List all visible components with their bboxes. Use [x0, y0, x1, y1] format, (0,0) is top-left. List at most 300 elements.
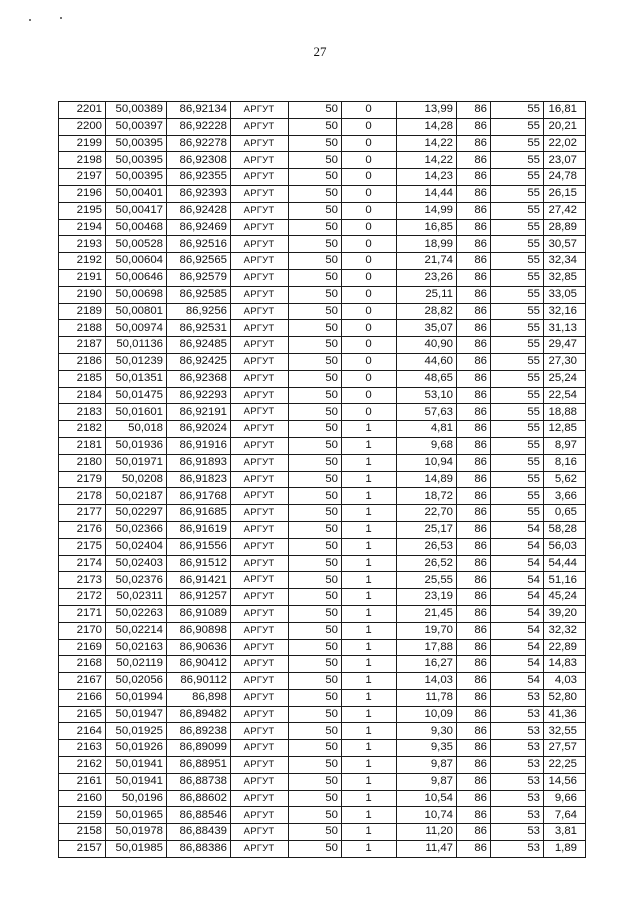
- table-row: [59, 824, 586, 841]
- table-row: [59, 253, 586, 270]
- flag-cell: 1: [342, 605, 397, 622]
- source-cell: АРГУТ: [231, 286, 289, 303]
- lon-minutes-cell: 53: [491, 689, 544, 706]
- point-id-cell: 2186: [59, 353, 106, 370]
- latitude-cell: 50,00974: [106, 320, 167, 337]
- table-row: [59, 555, 586, 572]
- source-cell: АРГУТ: [231, 454, 289, 471]
- source-cell: АРГУТ: [231, 572, 289, 589]
- flag-cell: 1: [342, 521, 397, 538]
- lon-minutes-cell: 53: [491, 824, 544, 841]
- latitude-cell: 50,02404: [106, 538, 167, 555]
- point-id-cell: 2170: [59, 622, 106, 639]
- source-cell: АРГУТ: [231, 337, 289, 354]
- point-id-cell: 2174: [59, 555, 106, 572]
- lon-seconds-cell: 30,57: [544, 236, 586, 253]
- lon-minutes-cell: 54: [491, 673, 544, 690]
- value-cell: 50: [289, 454, 342, 471]
- longitude-cell: 86,90112: [167, 673, 231, 690]
- scan-speck: [29, 19, 31, 21]
- longitude-cell: 86,91916: [167, 437, 231, 454]
- value-cell: 50: [289, 841, 342, 858]
- table-row: [59, 169, 586, 186]
- point-id-cell: 2177: [59, 505, 106, 522]
- lon-degrees-cell: 86: [457, 202, 491, 219]
- table-row: [59, 841, 586, 858]
- lon-degrees-cell: 86: [457, 706, 491, 723]
- table-row: [59, 152, 586, 169]
- longitude-cell: 86,91823: [167, 471, 231, 488]
- table-row: [59, 219, 586, 236]
- point-id-cell: 2172: [59, 589, 106, 606]
- source-cell: АРГУТ: [231, 505, 289, 522]
- lon-seconds-cell: 27,42: [544, 202, 586, 219]
- lon-minutes-cell: 53: [491, 841, 544, 858]
- value-cell: 50: [289, 471, 342, 488]
- source-cell: АРГУТ: [231, 353, 289, 370]
- longitude-cell: 86,91512: [167, 555, 231, 572]
- table-row: [59, 185, 586, 202]
- longitude-cell: 86,92024: [167, 421, 231, 438]
- value-cell: 50: [289, 286, 342, 303]
- longitude-cell: 86,92579: [167, 269, 231, 286]
- lat-seconds-cell: 9,68: [397, 437, 457, 454]
- source-cell: АРГУТ: [231, 689, 289, 706]
- lat-seconds-cell: 9,30: [397, 723, 457, 740]
- lon-seconds-cell: 12,85: [544, 421, 586, 438]
- lon-degrees-cell: 86: [457, 169, 491, 186]
- lat-seconds-cell: 25,55: [397, 572, 457, 589]
- latitude-cell: 50,01239: [106, 353, 167, 370]
- value-cell: 50: [289, 790, 342, 807]
- longitude-cell: 86,92228: [167, 118, 231, 135]
- point-id-cell: 2157: [59, 841, 106, 858]
- lat-seconds-cell: 25,11: [397, 286, 457, 303]
- lon-degrees-cell: 86: [457, 488, 491, 505]
- table-row: [59, 488, 586, 505]
- table-row: [59, 605, 586, 622]
- lon-minutes-cell: 55: [491, 152, 544, 169]
- flag-cell: 0: [342, 269, 397, 286]
- lon-seconds-cell: 52,80: [544, 689, 586, 706]
- value-cell: 50: [289, 118, 342, 135]
- point-id-cell: 2166: [59, 689, 106, 706]
- value-cell: 50: [289, 740, 342, 757]
- lon-seconds-cell: 22,54: [544, 387, 586, 404]
- latitude-cell: 50,01136: [106, 337, 167, 354]
- lon-minutes-cell: 54: [491, 572, 544, 589]
- table-row: [59, 320, 586, 337]
- lat-seconds-cell: 11,47: [397, 841, 457, 858]
- table-row: [59, 689, 586, 706]
- source-cell: АРГУТ: [231, 404, 289, 421]
- flag-cell: 1: [342, 656, 397, 673]
- lon-degrees-cell: 86: [457, 269, 491, 286]
- point-id-cell: 2178: [59, 488, 106, 505]
- source-cell: АРГУТ: [231, 185, 289, 202]
- source-cell: АРГУТ: [231, 521, 289, 538]
- longitude-cell: 86,92278: [167, 135, 231, 152]
- latitude-cell: 50,02376: [106, 572, 167, 589]
- lon-seconds-cell: 14,83: [544, 656, 586, 673]
- lon-degrees-cell: 86: [457, 572, 491, 589]
- source-cell: АРГУТ: [231, 757, 289, 774]
- lat-seconds-cell: 14,22: [397, 152, 457, 169]
- lon-degrees-cell: 86: [457, 740, 491, 757]
- lon-degrees-cell: 86: [457, 303, 491, 320]
- latitude-cell: 50,00604: [106, 253, 167, 270]
- source-cell: АРГУТ: [231, 740, 289, 757]
- flag-cell: 1: [342, 471, 397, 488]
- lon-minutes-cell: 55: [491, 404, 544, 421]
- point-id-cell: 2198: [59, 152, 106, 169]
- lat-seconds-cell: 14,03: [397, 673, 457, 690]
- lat-seconds-cell: 10,09: [397, 706, 457, 723]
- lat-seconds-cell: 22,70: [397, 505, 457, 522]
- source-cell: АРГУТ: [231, 807, 289, 824]
- longitude-cell: 86,9256: [167, 303, 231, 320]
- lat-seconds-cell: 21,74: [397, 253, 457, 270]
- longitude-cell: 86,90898: [167, 622, 231, 639]
- table-row: [59, 673, 586, 690]
- lon-degrees-cell: 86: [457, 807, 491, 824]
- table-row: [59, 589, 586, 606]
- lon-degrees-cell: 86: [457, 622, 491, 639]
- lon-degrees-cell: 86: [457, 521, 491, 538]
- lat-seconds-cell: 11,78: [397, 689, 457, 706]
- point-id-cell: 2201: [59, 102, 106, 119]
- lon-degrees-cell: 86: [457, 135, 491, 152]
- lon-seconds-cell: 29,47: [544, 337, 586, 354]
- source-cell: АРГУТ: [231, 202, 289, 219]
- source-cell: АРГУТ: [231, 118, 289, 135]
- lon-degrees-cell: 86: [457, 437, 491, 454]
- scan-speck: [60, 17, 62, 19]
- lon-degrees-cell: 86: [457, 185, 491, 202]
- longitude-cell: 86,92191: [167, 404, 231, 421]
- latitude-cell: 50,00646: [106, 269, 167, 286]
- longitude-cell: 86,92134: [167, 102, 231, 119]
- flag-cell: 1: [342, 706, 397, 723]
- lon-minutes-cell: 55: [491, 437, 544, 454]
- value-cell: 50: [289, 370, 342, 387]
- longitude-cell: 86,92293: [167, 387, 231, 404]
- lat-seconds-cell: 16,27: [397, 656, 457, 673]
- source-cell: АРГУТ: [231, 102, 289, 119]
- lon-degrees-cell: 86: [457, 505, 491, 522]
- lon-degrees-cell: 86: [457, 555, 491, 572]
- table-row: [59, 303, 586, 320]
- longitude-cell: 86,91556: [167, 538, 231, 555]
- flag-cell: 1: [342, 421, 397, 438]
- lon-seconds-cell: 45,24: [544, 589, 586, 606]
- flag-cell: 0: [342, 185, 397, 202]
- latitude-cell: 50,01925: [106, 723, 167, 740]
- longitude-cell: 86,92355: [167, 169, 231, 186]
- lat-seconds-cell: 23,19: [397, 589, 457, 606]
- longitude-cell: 86,88439: [167, 824, 231, 841]
- flag-cell: 0: [342, 337, 397, 354]
- value-cell: 50: [289, 605, 342, 622]
- lon-minutes-cell: 54: [491, 555, 544, 572]
- lon-minutes-cell: 55: [491, 370, 544, 387]
- lat-seconds-cell: 18,72: [397, 488, 457, 505]
- longitude-cell: 86,88602: [167, 790, 231, 807]
- latitude-cell: 50,01985: [106, 841, 167, 858]
- source-cell: АРГУТ: [231, 437, 289, 454]
- lat-seconds-cell: 21,45: [397, 605, 457, 622]
- latitude-cell: 50,01941: [106, 757, 167, 774]
- longitude-cell: 86,88386: [167, 841, 231, 858]
- flag-cell: 0: [342, 152, 397, 169]
- lat-seconds-cell: 57,63: [397, 404, 457, 421]
- lon-degrees-cell: 86: [457, 790, 491, 807]
- flag-cell: 1: [342, 572, 397, 589]
- flag-cell: 0: [342, 118, 397, 135]
- longitude-cell: 86,89099: [167, 740, 231, 757]
- lon-seconds-cell: 28,89: [544, 219, 586, 236]
- source-cell: АРГУТ: [231, 639, 289, 656]
- lon-degrees-cell: 86: [457, 639, 491, 656]
- source-cell: АРГУТ: [231, 269, 289, 286]
- longitude-cell: 86,89482: [167, 706, 231, 723]
- flag-cell: 0: [342, 404, 397, 421]
- table-row: [59, 370, 586, 387]
- longitude-cell: 86,88738: [167, 773, 231, 790]
- point-id-cell: 2191: [59, 269, 106, 286]
- longitude-cell: 86,91089: [167, 605, 231, 622]
- source-cell: АРГУТ: [231, 303, 289, 320]
- lon-degrees-cell: 86: [457, 286, 491, 303]
- lon-seconds-cell: 32,32: [544, 622, 586, 639]
- source-cell: АРГУТ: [231, 152, 289, 169]
- lat-seconds-cell: 25,17: [397, 521, 457, 538]
- flag-cell: 1: [342, 673, 397, 690]
- lon-seconds-cell: 22,02: [544, 135, 586, 152]
- flag-cell: 1: [342, 454, 397, 471]
- longitude-cell: 86,90636: [167, 639, 231, 656]
- flag-cell: 0: [342, 303, 397, 320]
- lon-minutes-cell: 53: [491, 740, 544, 757]
- value-cell: 50: [289, 706, 342, 723]
- point-id-cell: 2185: [59, 370, 106, 387]
- longitude-cell: 86,92469: [167, 219, 231, 236]
- lon-minutes-cell: 54: [491, 605, 544, 622]
- lon-minutes-cell: 54: [491, 639, 544, 656]
- lat-seconds-cell: 16,85: [397, 219, 457, 236]
- lon-seconds-cell: 23,07: [544, 152, 586, 169]
- table-row: [59, 790, 586, 807]
- source-cell: АРГУТ: [231, 622, 289, 639]
- value-cell: 50: [289, 589, 342, 606]
- lon-seconds-cell: 4,03: [544, 673, 586, 690]
- lon-minutes-cell: 55: [491, 236, 544, 253]
- source-cell: АРГУТ: [231, 824, 289, 841]
- lat-seconds-cell: 10,54: [397, 790, 457, 807]
- flag-cell: 1: [342, 488, 397, 505]
- source-cell: АРГУТ: [231, 421, 289, 438]
- lon-seconds-cell: 0,65: [544, 505, 586, 522]
- longitude-cell: 86,92368: [167, 370, 231, 387]
- flag-cell: 0: [342, 169, 397, 186]
- lon-degrees-cell: 86: [457, 538, 491, 555]
- latitude-cell: 50,01971: [106, 454, 167, 471]
- lon-seconds-cell: 27,57: [544, 740, 586, 757]
- value-cell: 50: [289, 219, 342, 236]
- lon-minutes-cell: 55: [491, 320, 544, 337]
- longitude-cell: 86,92531: [167, 320, 231, 337]
- lon-minutes-cell: 54: [491, 538, 544, 555]
- point-id-cell: 2187: [59, 337, 106, 354]
- table-row: [59, 337, 586, 354]
- value-cell: 50: [289, 253, 342, 270]
- lat-seconds-cell: 23,26: [397, 269, 457, 286]
- table-row: [59, 723, 586, 740]
- lon-degrees-cell: 86: [457, 841, 491, 858]
- lon-seconds-cell: 16,81: [544, 102, 586, 119]
- lon-seconds-cell: 5,62: [544, 471, 586, 488]
- value-cell: 50: [289, 673, 342, 690]
- lon-degrees-cell: 86: [457, 421, 491, 438]
- flag-cell: 0: [342, 102, 397, 119]
- value-cell: 50: [289, 773, 342, 790]
- latitude-cell: 50,02403: [106, 555, 167, 572]
- value-cell: 50: [289, 387, 342, 404]
- source-cell: АРГУТ: [231, 673, 289, 690]
- point-id-cell: 2193: [59, 236, 106, 253]
- lon-degrees-cell: 86: [457, 404, 491, 421]
- lon-seconds-cell: 14,56: [544, 773, 586, 790]
- lon-minutes-cell: 55: [491, 202, 544, 219]
- lon-seconds-cell: 32,55: [544, 723, 586, 740]
- source-cell: АРГУТ: [231, 253, 289, 270]
- table-row: [59, 236, 586, 253]
- latitude-cell: 50,00417: [106, 202, 167, 219]
- lon-seconds-cell: 58,28: [544, 521, 586, 538]
- flag-cell: 0: [342, 286, 397, 303]
- value-cell: 50: [289, 152, 342, 169]
- latitude-cell: 50,01351: [106, 370, 167, 387]
- point-id-cell: 2190: [59, 286, 106, 303]
- value-cell: 50: [289, 555, 342, 572]
- table-row: [59, 706, 586, 723]
- lat-seconds-cell: 35,07: [397, 320, 457, 337]
- lon-minutes-cell: 55: [491, 169, 544, 186]
- lat-seconds-cell: 10,94: [397, 454, 457, 471]
- flag-cell: 0: [342, 202, 397, 219]
- flag-cell: 1: [342, 790, 397, 807]
- source-cell: АРГУТ: [231, 538, 289, 555]
- point-id-cell: 2184: [59, 387, 106, 404]
- value-cell: 50: [289, 689, 342, 706]
- point-id-cell: 2183: [59, 404, 106, 421]
- lon-minutes-cell: 55: [491, 454, 544, 471]
- lon-seconds-cell: 39,20: [544, 605, 586, 622]
- flag-cell: 0: [342, 135, 397, 152]
- point-id-cell: 2197: [59, 169, 106, 186]
- table-row: [59, 202, 586, 219]
- point-id-cell: 2173: [59, 572, 106, 589]
- point-id-cell: 2175: [59, 538, 106, 555]
- source-cell: АРГУТ: [231, 790, 289, 807]
- value-cell: 50: [289, 757, 342, 774]
- value-cell: 50: [289, 807, 342, 824]
- flag-cell: 1: [342, 505, 397, 522]
- longitude-cell: 86,91893: [167, 454, 231, 471]
- value-cell: 50: [289, 421, 342, 438]
- latitude-cell: 50,02311: [106, 589, 167, 606]
- point-id-cell: 2189: [59, 303, 106, 320]
- table-row: [59, 505, 586, 522]
- point-id-cell: 2196: [59, 185, 106, 202]
- latitude-cell: 50,00801: [106, 303, 167, 320]
- lon-seconds-cell: 32,34: [544, 253, 586, 270]
- lon-degrees-cell: 86: [457, 253, 491, 270]
- point-id-cell: 2165: [59, 706, 106, 723]
- table-row: [59, 622, 586, 639]
- lon-minutes-cell: 55: [491, 505, 544, 522]
- point-id-cell: 2169: [59, 639, 106, 656]
- source-cell: АРГУТ: [231, 841, 289, 858]
- lon-seconds-cell: 26,15: [544, 185, 586, 202]
- lon-seconds-cell: 1,89: [544, 841, 586, 858]
- longitude-cell: 86,88546: [167, 807, 231, 824]
- source-cell: АРГУТ: [231, 706, 289, 723]
- flag-cell: 1: [342, 639, 397, 656]
- table-row: [59, 656, 586, 673]
- lat-seconds-cell: 26,52: [397, 555, 457, 572]
- lon-seconds-cell: 9,66: [544, 790, 586, 807]
- lat-seconds-cell: 4,81: [397, 421, 457, 438]
- lon-degrees-cell: 86: [457, 471, 491, 488]
- point-id-cell: 2181: [59, 437, 106, 454]
- value-cell: 50: [289, 353, 342, 370]
- source-cell: АРГУТ: [231, 488, 289, 505]
- latitude-cell: 50,01978: [106, 824, 167, 841]
- lon-minutes-cell: 55: [491, 185, 544, 202]
- point-id-cell: 2179: [59, 471, 106, 488]
- longitude-cell: 86,91619: [167, 521, 231, 538]
- value-cell: 50: [289, 622, 342, 639]
- lon-seconds-cell: 7,64: [544, 807, 586, 824]
- lon-degrees-cell: 86: [457, 337, 491, 354]
- source-cell: АРГУТ: [231, 320, 289, 337]
- lon-seconds-cell: 41,36: [544, 706, 586, 723]
- lon-minutes-cell: 53: [491, 790, 544, 807]
- latitude-cell: 50,02366: [106, 521, 167, 538]
- latitude-cell: 50,00401: [106, 185, 167, 202]
- table-row: [59, 807, 586, 824]
- flag-cell: 0: [342, 387, 397, 404]
- lon-seconds-cell: 8,97: [544, 437, 586, 454]
- table-row: [59, 118, 586, 135]
- source-cell: АРГУТ: [231, 370, 289, 387]
- point-id-cell: 2161: [59, 773, 106, 790]
- flag-cell: 1: [342, 689, 397, 706]
- flag-cell: 1: [342, 740, 397, 757]
- lon-minutes-cell: 55: [491, 387, 544, 404]
- lon-degrees-cell: 86: [457, 589, 491, 606]
- lat-seconds-cell: 19,70: [397, 622, 457, 639]
- lon-seconds-cell: 18,88: [544, 404, 586, 421]
- table-row: [59, 437, 586, 454]
- point-id-cell: 2160: [59, 790, 106, 807]
- lon-degrees-cell: 86: [457, 387, 491, 404]
- value-cell: 50: [289, 303, 342, 320]
- point-id-cell: 2192: [59, 253, 106, 270]
- table-row: [59, 740, 586, 757]
- lon-minutes-cell: 55: [491, 488, 544, 505]
